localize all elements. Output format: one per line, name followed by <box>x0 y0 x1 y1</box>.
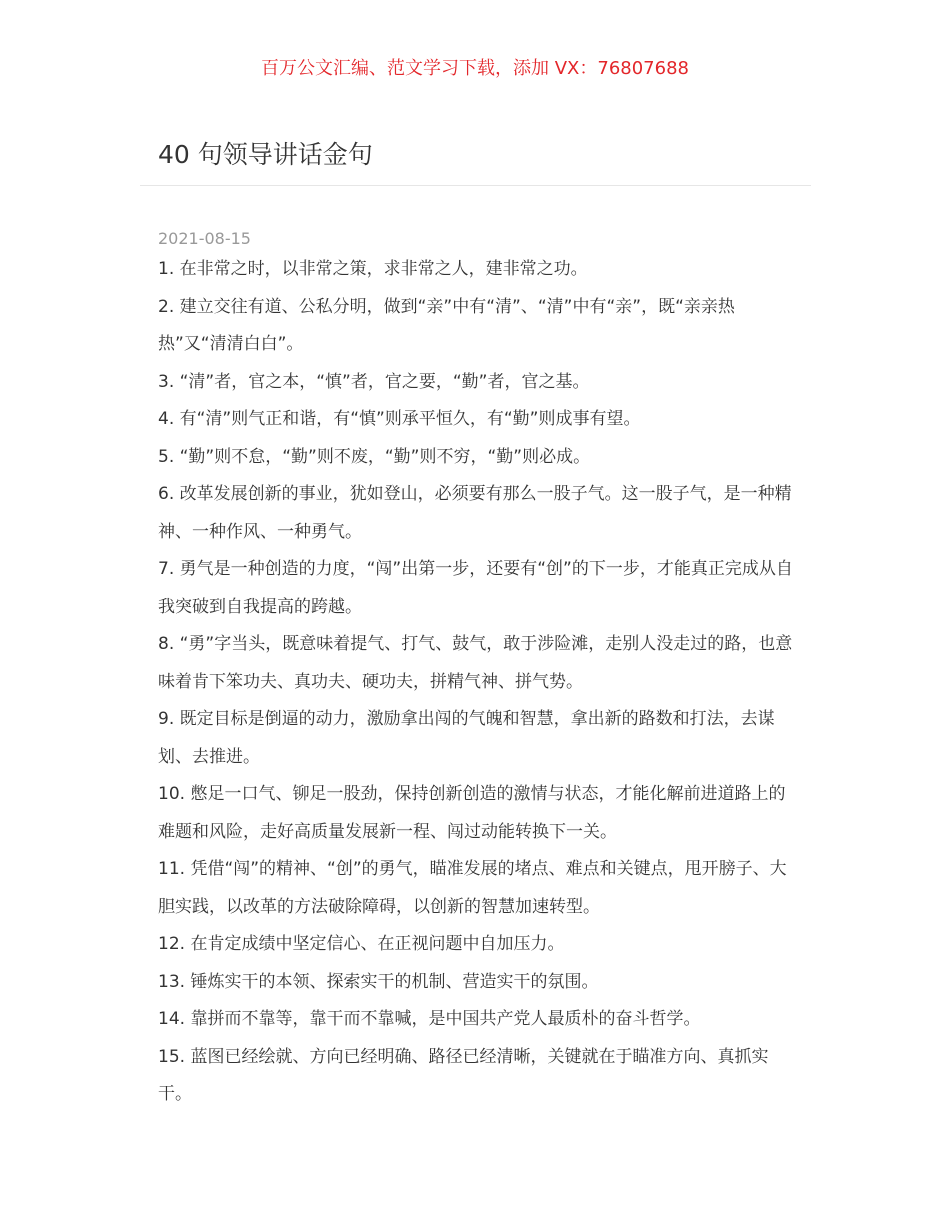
quote-item: 12. 在肯定成绩中坚定信心、在正视问题中自加压力。 <box>158 934 565 954</box>
title-divider <box>140 185 811 186</box>
quote-item: 9. 既定目标是倒逼的动力，激励拿出闯的气魄和智慧，拿出新的路数和打法，去谋划、去推进。 <box>158 709 775 767</box>
quote-item: 7. 勇气是一种创造的力度，“闯”出第一步，还要有“创”的下一步，才能真正完成从自我突破到自我提高的跨越。 <box>158 559 793 617</box>
quote-item: 4. 有“清”则气正和谐，有“慎”则承平恒久，有“勤”则成事有望。 <box>158 409 641 429</box>
quote-item: 13. 锤炼实干的本领、探索实干的机制、营造实干的氛围。 <box>158 971 599 992</box>
quote-item: 10. 憋足一口气、铆足一股劲，保持创新创造的激情与状态，才能化解前进道路上的难题和风险，走好高质量发展新一程、闯过动能转换下一关。 <box>158 784 786 842</box>
quote-item: 3. “清”者，官之本，“慎”者，官之要，“勤”者，官之基。 <box>158 371 590 392</box>
quote-item: 8. “勇”字当头，既意味着提气、打气、鼓气，敢于涉险滩，走别人没走过的路，也意味着肯下笨功夫、真功夫、硬功夫，拼精气神、拼气势。 <box>158 634 793 692</box>
quote-item: 14. 靠拼而不靠等，靠干而不靠喊，是中国共产党人最质朴的奋斗哲学。 <box>158 1009 701 1029</box>
watermark-banner: 百万公文汇编、范文学习下载，添加 VX：76807688 <box>261 58 689 79</box>
article-title: 40 句领导讲话金句 <box>158 140 373 169</box>
quote-item: 15. 蓝图已经绘就、方向已经明确、路径已经清晰，关键就在于瞄准方向、真抓实干。 <box>158 1046 769 1104</box>
quote-item: 6. 改革发展创新的事业，犹如登山，必须要有那么一股子气。这一股子气，是一种精神、一种作风、一种勇气。 <box>158 484 792 542</box>
quote-list <box>158 251 794 1114</box>
quote-item: 11. 凭借“闯”的精神、“创”的勇气，瞄准发展的堵点、难点和关键点，甩开膀子、大胆实践，以改革的方法破除障碍，以创新的智慧加速转型。 <box>158 859 787 917</box>
publish-date: 2021-08-15 <box>158 229 251 248</box>
quote-item: 1. 在非常之时，以非常之策，求非常之人，建非常之功。 <box>158 259 588 279</box>
quote-item: 5. “勤”则不怠，“勤”则不废，“勤”则不穷，“勤”则必成。 <box>158 446 591 467</box>
quote-item: 2. 建立交往有道、公私分明，做到“亲”中有“清”、“清”中有“亲”，既“亲亲热热”又“清清白白”。 <box>158 296 735 354</box>
